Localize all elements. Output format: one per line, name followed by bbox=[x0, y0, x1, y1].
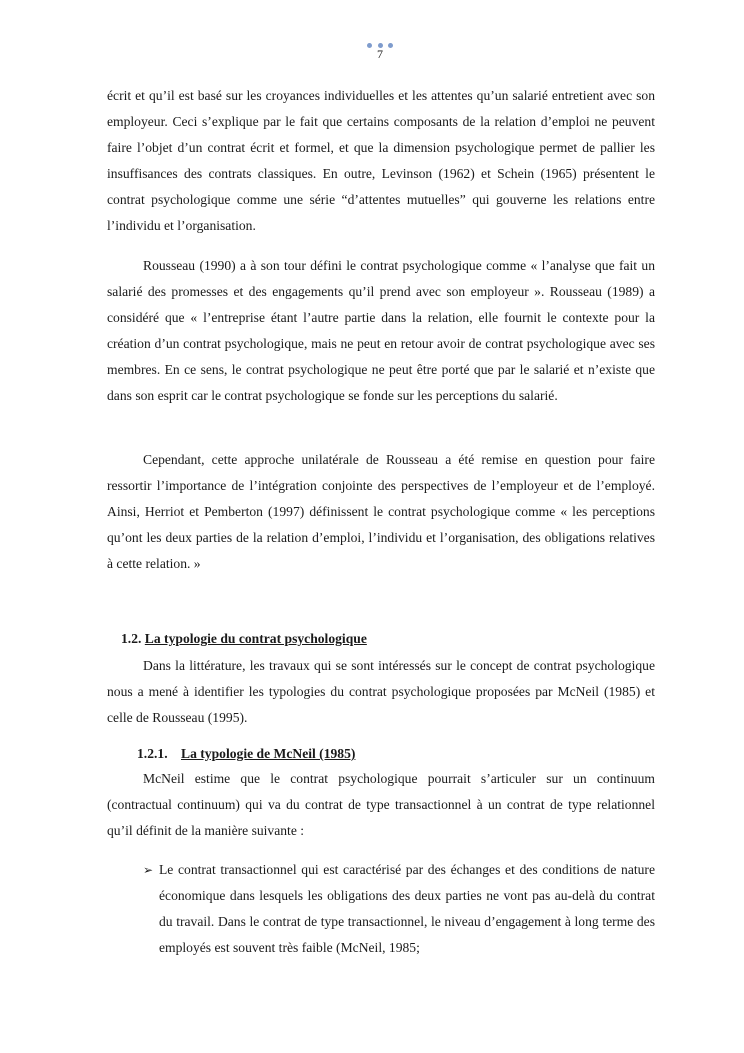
section-number: 1.2. bbox=[121, 631, 142, 646]
paragraph-mcneil-continuum: McNeil estime que le contrat psychologique pourrait s’articuler sur un continuum (contractual continuum) qui va du contrat de type transactionnel à un contrat de type relationnel qu’il définit de la manière suivante : bbox=[107, 771, 655, 838]
bullet-text: Le contrat transactionnel qui est caractérisé par des échanges et des conditions de nature économique dans lesquels les obligations des deux parties ne vont pas au-delà du contrat du travail. Dans le contrat de type transactionnel, le niveau d’engagement à long terme des employés est souvent très faible (McNeil, 1985; bbox=[159, 862, 655, 955]
subsection-number: 1.2.1. bbox=[137, 746, 168, 761]
arrow-bullet-icon: ➢ bbox=[143, 863, 154, 877]
dot-icon bbox=[388, 43, 393, 48]
paragraph-rousseau-definition: Rousseau (1990) a à son tour défini le contrat psychologique comme « l’analyse que fait un salarié des promesses et des engagements qu’il prend avec son employeur ». Rousseau (1989) a considéré que « l’entreprise étant l’autre partie dans la relation, elle fournit le contexte pour la création d’un contrat psychologique, mais ne peut en retour avoir de contrat psychologique avec ses membres. En ce sens, le contrat psychologique ne peut être porté que par le salarié et n’existe que dans son esprit car le contrat psychologique se fonde sur les perceptions du salarié. bbox=[107, 258, 655, 403]
section-heading bbox=[121, 628, 367, 650]
subsection-heading bbox=[137, 743, 355, 765]
paragraph-typologies-intro: Dans la littérature, les travaux qui se sont intéressés sur le concept de contrat psychologique nous a mené à identifier les typologies du contrat psychologique proposées par McNeil (1985) et celle de Rousseau (1995). bbox=[107, 658, 655, 725]
page-number: 7 bbox=[377, 47, 383, 61]
section-title: La typologie du contrat psychologique bbox=[144, 631, 367, 646]
paragraph-unilateral-approach: Cependant, cette approche unilatérale de Rousseau a été remise en question pour faire ressortir l’importance de l’intégration conjointe des perspectives de l’employeur et de l’employé. Ainsi, Herriot et Pemberton (1997) définissent le contrat psychologique comme « les perceptions qu’ont les deux parties de la relation d’emploi, l’individu et l’organisation, des obligations relatives à cette relation. » bbox=[107, 452, 655, 571]
paragraph-continuation: écrit et qu’il est basé sur les croyances individuelles et les attentes qu’un salarié entretient avec son employeur. Ceci s’explique par le fait que certains composants de la relation d’emploi ne peuvent faire l’objet d’un contrat écrit et formel, et que la dimension psychologique permet de pallier les insuffisances des contrats classiques. En outre, Levinson (1962) et Schein (1965) présentent le contrat psychologique comme une série “d’attentes mutuelles” qui gouverne les relations entre l’individu et l’organisation. bbox=[107, 88, 655, 233]
subsection-title: La typologie de McNeil (1985) bbox=[181, 746, 356, 761]
bullet-item-transactional bbox=[143, 857, 655, 961]
